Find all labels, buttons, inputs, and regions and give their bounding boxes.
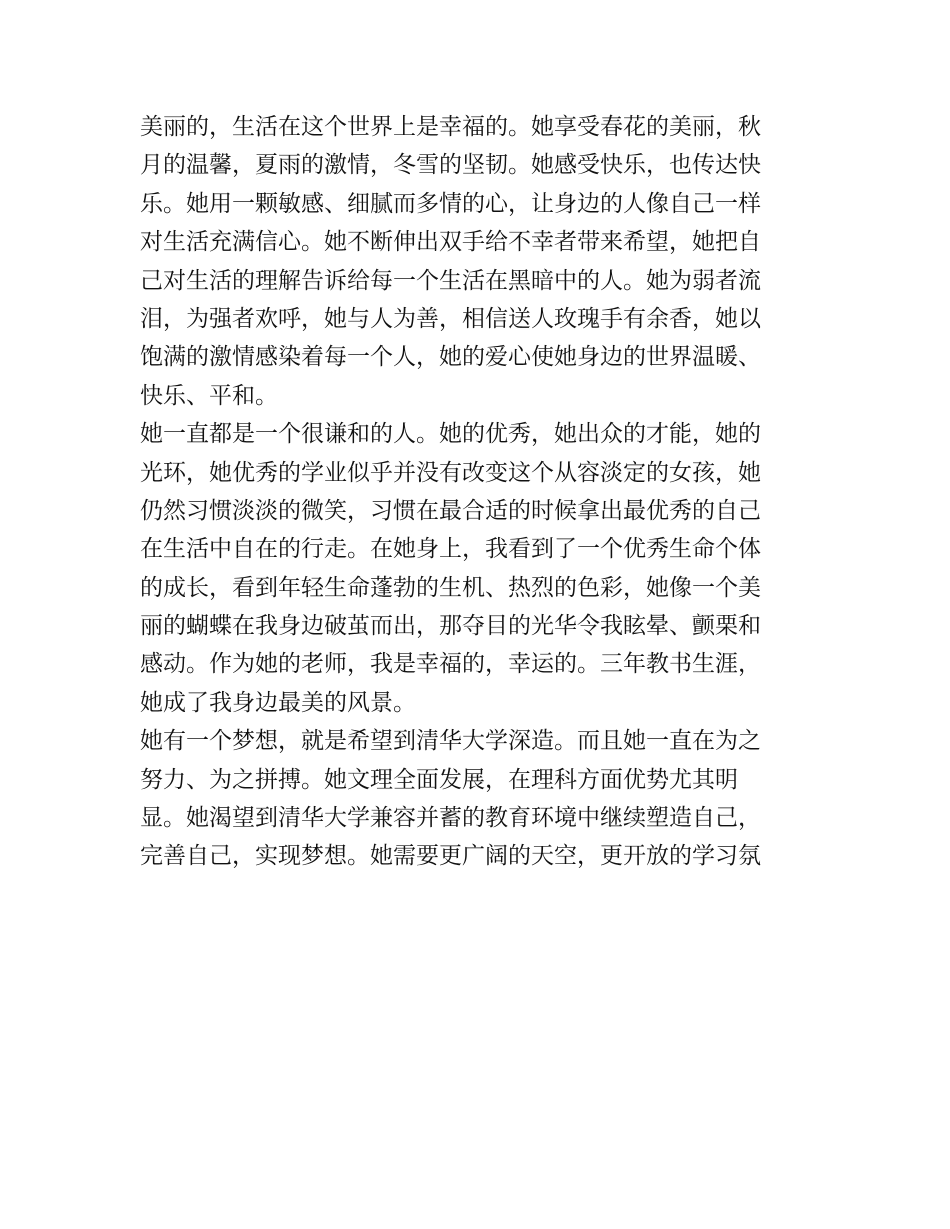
text-line: 饱满的激情感染着每一个人，她的爱心使她身边的世界温暖、: [140, 344, 761, 371]
text-line: 完善自己，实现梦想。她需要更广阔的天空，更开放的学习氛: [140, 843, 761, 870]
text-line: 对生活充满信心。她不断伸出双手给不幸者带来希望，她把自: [140, 229, 761, 256]
document-body: [140, 108, 820, 876]
text-line: 她一直都是一个很谦和的人。她的优秀，她出众的才能，她的: [140, 421, 761, 448]
text-line: 仍然习惯淡淡的微笑，习惯在最合适的时候拿出最优秀的自己: [140, 497, 761, 524]
text-line: 己对生活的理解告诉给每一个生活在黑暗中的人。她为弱者流: [140, 267, 761, 294]
text-line: 她成了我身边最美的风景。: [140, 689, 416, 716]
text-line: 显。她渴望到清华大学兼容并蓄的教育环境中继续塑造自己，: [140, 805, 761, 832]
text-line: 她有一个梦想，就是希望到清华大学深造。而且她一直在为之: [140, 728, 761, 755]
text-line: 月的温馨，夏雨的激情，冬雪的坚韧。她感受快乐，也传达快: [140, 152, 761, 179]
text-line: 光环，她优秀的学业似乎并没有改变这个从容淡定的女孩，她: [140, 459, 761, 486]
text-line: 乐。她用一颗敏感、细腻而多情的心，让身边的人像自己一样: [140, 190, 761, 217]
text-line: 在生活中自在的行走。在她身上，我看到了一个优秀生命个体: [140, 536, 761, 563]
text-line: 的成长，看到年轻生命蓬勃的生机、热烈的色彩，她像一个美: [140, 574, 761, 601]
text-line: 努力、为之拼搏。她文理全面发展，在理科方面优势尤其明: [140, 766, 738, 793]
text-line: 丽的蝴蝶在我身边破茧而出，那夺目的光华令我眩晕、颤栗和: [140, 613, 761, 640]
text-line: 感动。作为她的老师，我是幸福的，幸运的。三年教书生涯，: [140, 651, 761, 678]
text-line: 泪，为强者欢呼，她与人为善，相信送人玫瑰手有余香，她以: [140, 305, 761, 332]
text-line: 快乐、平和。: [140, 382, 278, 409]
text-line: 美丽的，生活在这个世界上是幸福的。她享受春花的美丽，秋: [140, 114, 761, 140]
